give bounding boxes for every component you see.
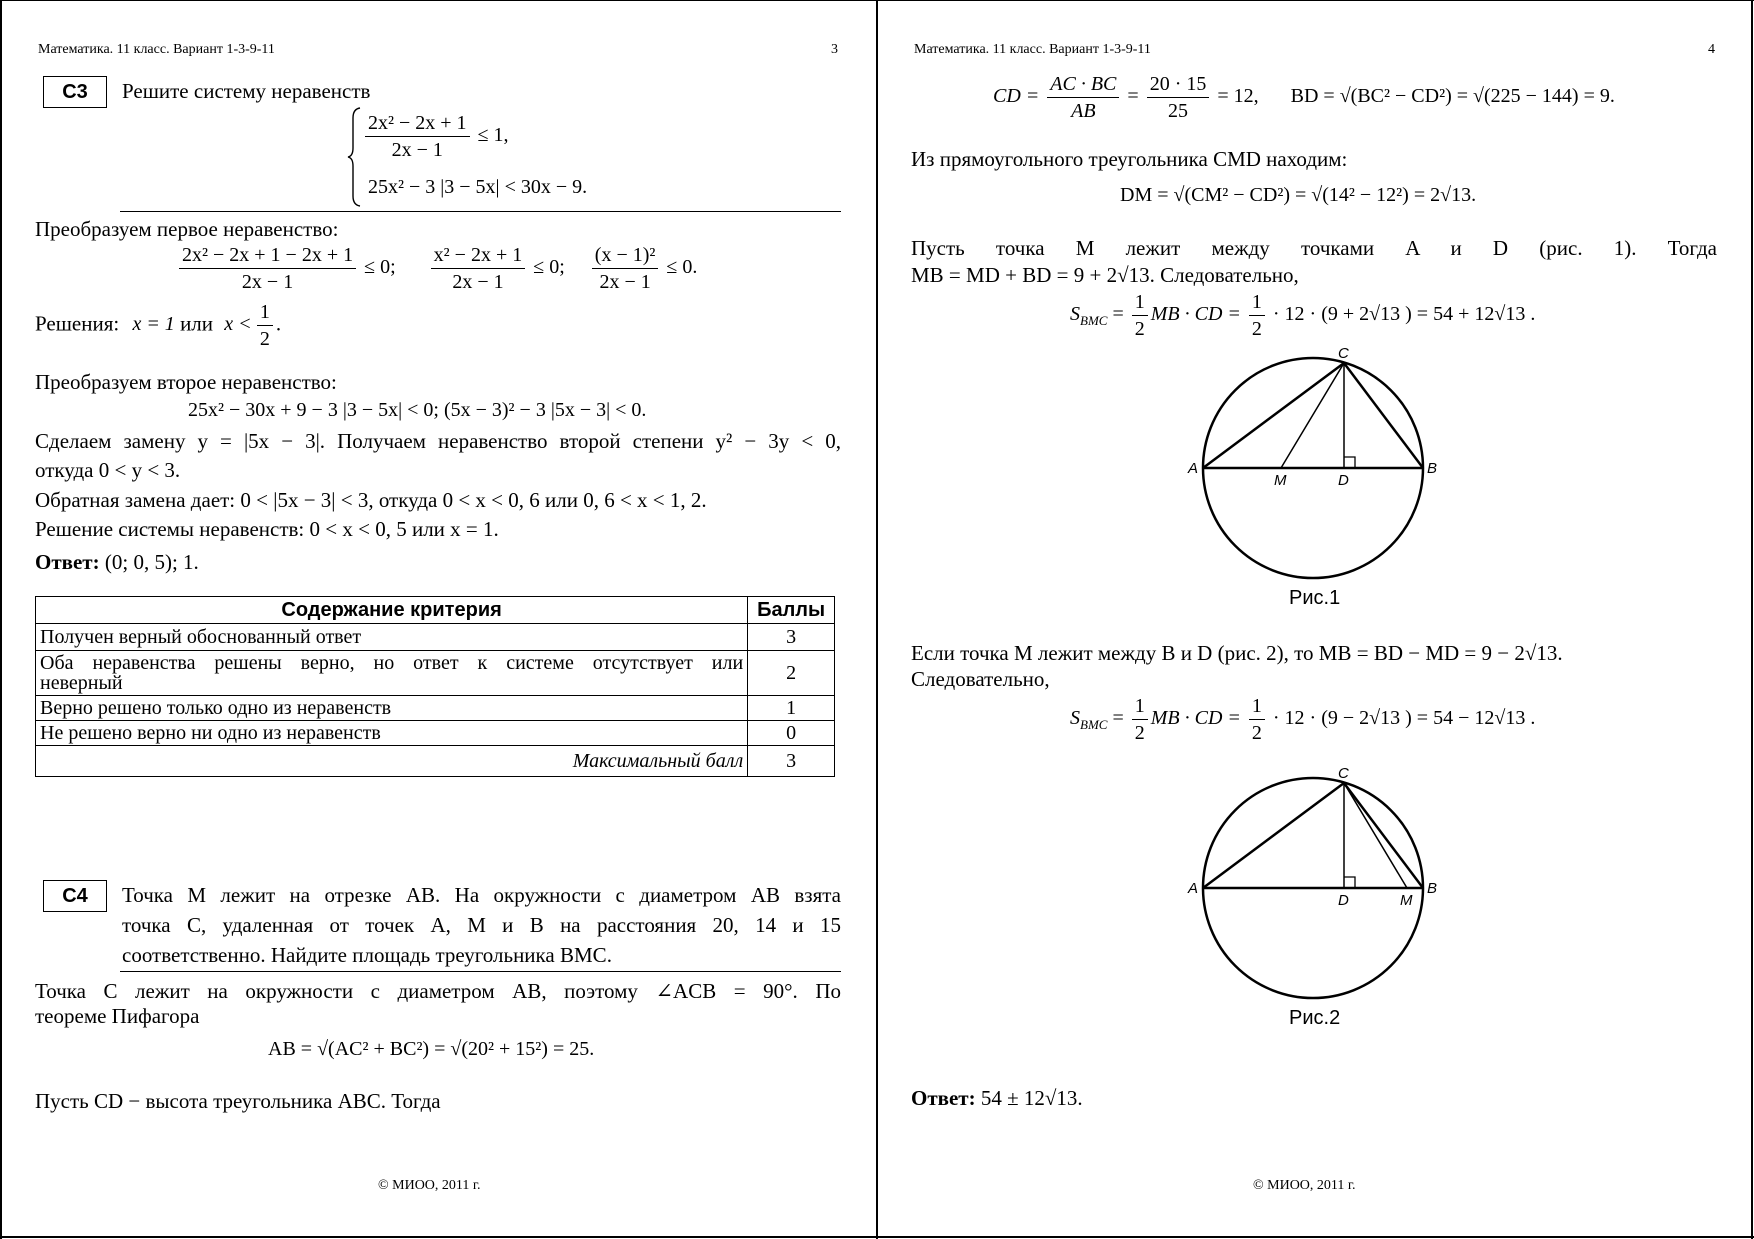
substitution-line-1: Сделаем замену y = |5x − 3|. Получаем неравенство второй степени y² − 3y < 0, <box>35 429 841 453</box>
table-row <box>36 651 835 696</box>
s1-half-den: 2 <box>1134 318 1145 340</box>
table-row <box>36 721 835 746</box>
fig1-main <box>1176 345 1476 595</box>
page-number: 4 <box>1708 42 1715 57</box>
max-score-label: Максимальный балл <box>36 746 748 777</box>
f2-denominator: 2x − 1 <box>452 271 504 293</box>
s2-half-num-2: 1 <box>1249 694 1265 720</box>
f2-numerator: x² − 2x + 1 <box>431 243 526 269</box>
solutions-label: Решения: <box>35 311 120 336</box>
s1-half-num: 1 <box>1132 290 1148 316</box>
solutions-line <box>35 300 281 351</box>
s1-eq: = <box>1112 303 1124 326</box>
page-footer: © МИОО, 2011 г. <box>378 1178 481 1193</box>
fig2-main <box>1176 765 1476 1015</box>
page-header: Математика. 11 класс. Вариант 1-3-9-11 <box>38 42 275 57</box>
c4-solution-line-2: теореме Пифагора <box>35 1004 200 1028</box>
table-header-row <box>36 597 835 624</box>
s1-half-den-2: 2 <box>1251 318 1262 340</box>
task-c4-line-3: соответственно. Найдите площадь треугольника BMC. <box>122 943 612 967</box>
fig1-label-c: C <box>1338 345 1349 362</box>
task-tag-c3: С3 <box>43 76 107 108</box>
step1-formulas <box>176 243 697 294</box>
reverse-substitution: Обратная замена дает: 0 < |5x − 3| < 3, откуда 0 < x < 0, 6 или 0, 6 < x < 1, 2. <box>35 488 707 512</box>
table-row-max <box>36 746 835 777</box>
criteria-points: 1 <box>748 696 835 721</box>
figure-2-caption: Рис.2 <box>1289 1007 1341 1029</box>
answer-c4 <box>911 1086 1083 1110</box>
solutions-num: 1 <box>257 300 273 326</box>
f3-numerator: (x − 1)² <box>592 243 659 269</box>
solutions-a: x = 1 <box>132 313 175 336</box>
case1-line-2: MB = MD + BD = 9 + 2√13. Следовательно, <box>911 263 1299 287</box>
table-row <box>36 624 835 651</box>
sys1-numerator: 2x² − 2x + 1 <box>365 111 470 137</box>
f1-rhs: ≤ 0; <box>364 256 396 279</box>
table-header-points: Баллы <box>748 597 835 624</box>
page-right <box>878 0 1754 1239</box>
f3-rhs: ≤ 0. <box>666 256 698 279</box>
solutions-end: . <box>275 311 282 336</box>
system-solution: Решение системы неравенств: 0 < x < 0, 5 или x = 1. <box>35 517 499 541</box>
criteria-points: 3 <box>748 624 835 651</box>
fig2-label-b: B <box>1427 880 1438 897</box>
fig1-segment-cm <box>1281 363 1344 468</box>
fig2-label-a: A <box>1188 880 1199 897</box>
bd-formula: BD = √(BC² − CD²) = √(225 − 144) = 9. <box>1290 85 1615 108</box>
fig2-side-ac <box>1203 783 1344 888</box>
fig2-label-c: C <box>1338 765 1349 782</box>
criteria-text <box>36 651 748 696</box>
s2-sub: BMC <box>1080 717 1108 733</box>
s2-eq: = <box>1112 707 1124 730</box>
answer-c3 <box>35 550 199 574</box>
page-footer: © МИОО, 2011 г. <box>1253 1178 1356 1193</box>
case2-line-2: Следовательно, <box>911 667 1050 691</box>
fig1-side-ac <box>1203 363 1344 468</box>
page-number: 3 <box>831 42 838 57</box>
system-brace <box>346 106 362 208</box>
cd-numerator-2: 20 · 15 <box>1147 72 1210 98</box>
criteria-points: 2 <box>748 651 835 696</box>
s1-s: S <box>1070 303 1080 326</box>
criteria-points: 0 <box>748 721 835 746</box>
f1-denominator: 2x − 1 <box>241 271 294 293</box>
step2-text: Преобразуем второе неравенство: <box>35 370 337 394</box>
answer-label: Ответ: <box>911 1086 976 1110</box>
figure-1-caption: Рис.1 <box>1289 587 1341 609</box>
fig2-right-angle <box>1344 877 1355 888</box>
s1-half-num-2: 1 <box>1249 290 1265 316</box>
fig1-label-d: D <box>1338 472 1349 489</box>
substitution-line-2: откуда 0 < y < 3. <box>35 458 181 482</box>
s2-half-den: 2 <box>1134 722 1145 744</box>
s2-tail: · 12 · (9 − 2√13 ) = 54 − 12√13 . <box>1272 707 1536 730</box>
criteria-table <box>35 596 835 777</box>
answer-value: (0; 0, 5); 1. <box>104 550 199 574</box>
max-score-points: 3 <box>748 746 835 777</box>
cd-result: = 12, <box>1217 85 1259 108</box>
s2-s: S <box>1070 707 1080 730</box>
task-tag-c4: С4 <box>43 880 107 912</box>
sys1-rhs: ≤ 1, <box>477 124 509 147</box>
f1-numerator: 2x² − 2x + 1 − 2x + 1 <box>179 243 356 269</box>
c4-solution-line-1: Точка C лежит на окружности с диаметром AB, поэтому ∠ACB = 90°. По <box>35 979 841 1003</box>
criteria-text: Верно решено только одно из неравенств <box>36 696 748 721</box>
fig1-side-bc <box>1344 363 1423 468</box>
ab-formula: AB = √(AC² + BC²) = √(20² + 15²) = 25. <box>268 1038 595 1060</box>
cd-bd-formula: CD = $\frac{AC \cdot BC}{AB}$ = $\frac{20 \cdot 15}{25}$ = 12, BD = √(BC² − CD²) = √(225 − 144) = 9. <box>993 73 1615 122</box>
fig2-label-m: M <box>1400 892 1413 909</box>
page-header: Математика. 11 класс. Вариант 1-3-9-11 <box>914 42 1151 57</box>
case2-line-1: Если точка M лежит между B и D (рис. 2), то MB = BD − MD = 9 − 2√13. <box>911 641 1563 665</box>
cd-denominator: AB <box>1071 100 1096 122</box>
task-c3-text: Решите систему неравенств <box>122 79 371 103</box>
solutions-den: 2 <box>259 328 270 350</box>
cd-lhs: CD = <box>993 85 1040 108</box>
cd-denominator-2: 25 <box>1168 100 1189 122</box>
answer-label: Ответ: <box>35 550 100 574</box>
s1-mid: MB · CD = <box>1150 303 1241 326</box>
table-header-criteria: Содержание критерия <box>36 597 748 624</box>
fig1-label-b: B <box>1427 460 1438 477</box>
answer-value: 54 ± 12√13. <box>980 1086 1083 1110</box>
system-eq-1 <box>362 111 509 162</box>
task-c4-line-2: точка C, удаленная от точек A, M и B на расстояния 20, 14 и 15 <box>122 913 841 937</box>
criteria-text-line-2: неверный <box>40 672 123 694</box>
solutions-b: x < <box>224 313 252 336</box>
step1-text: Преобразуем первое неравенство: <box>35 217 339 241</box>
f2-rhs: ≤ 0; <box>533 256 565 279</box>
criteria-text: Не решено верно ни одно из неравенств <box>36 721 748 746</box>
cd-numerator: AC · BC <box>1047 72 1119 98</box>
s2-half-den-2: 2 <box>1251 722 1262 744</box>
step2-formula: 25x² − 30x + 9 − 3 |3 − 5x| < 0; (5x − 3)² − 3 |5x − 3| < 0. <box>188 399 647 421</box>
fig1-label-m: M <box>1274 472 1287 489</box>
cmd-text: Из прямоугольного треугольника CMD находим: <box>911 147 1348 171</box>
f3-denominator: 2x − 1 <box>599 271 651 293</box>
criteria-text: Получен верный обоснованный ответ <box>36 624 748 651</box>
s2-formula <box>1070 694 1535 745</box>
fig1-label-a: A <box>1188 460 1199 477</box>
s1-formula <box>1070 290 1535 341</box>
s1-sub: BMC <box>1080 313 1108 329</box>
case1-line-1: Пусть точка M лежит между точками A и D (рис. 1). Тогда <box>911 236 1717 260</box>
dm-formula: DM = √(CM² − CD²) = √(14² − 12²) = 2√13. <box>1120 184 1477 206</box>
solutions-or: или <box>180 311 214 336</box>
table-row <box>36 696 835 721</box>
fig2-label-d: D <box>1338 892 1349 909</box>
fig2-side-bc <box>1344 783 1423 888</box>
s2-mid: MB · CD = <box>1150 707 1241 730</box>
s2-half-num: 1 <box>1132 694 1148 720</box>
cd-intro: Пусть CD − высота треугольника ABC. Тогда <box>35 1089 441 1113</box>
task-c4-line-1: Точка M лежит на отрезке AB. На окружности с диаметром AB взята <box>122 883 841 907</box>
criteria-text-line-1: Оба неравенства решены верно, но ответ к системе отсутствует или <box>40 652 744 674</box>
s1-tail: · 12 · (9 + 2√13 ) = 54 + 12√13 . <box>1272 303 1536 326</box>
page-left <box>0 0 876 1239</box>
task-c4-rule <box>120 971 841 972</box>
fig1-right-angle <box>1344 457 1355 468</box>
sys1-denominator: 2x − 1 <box>391 139 443 161</box>
system-eq-2: 25x² − 3 |3 − 5x| < 30x − 9. <box>368 176 588 198</box>
task-c3-rule <box>120 211 841 212</box>
